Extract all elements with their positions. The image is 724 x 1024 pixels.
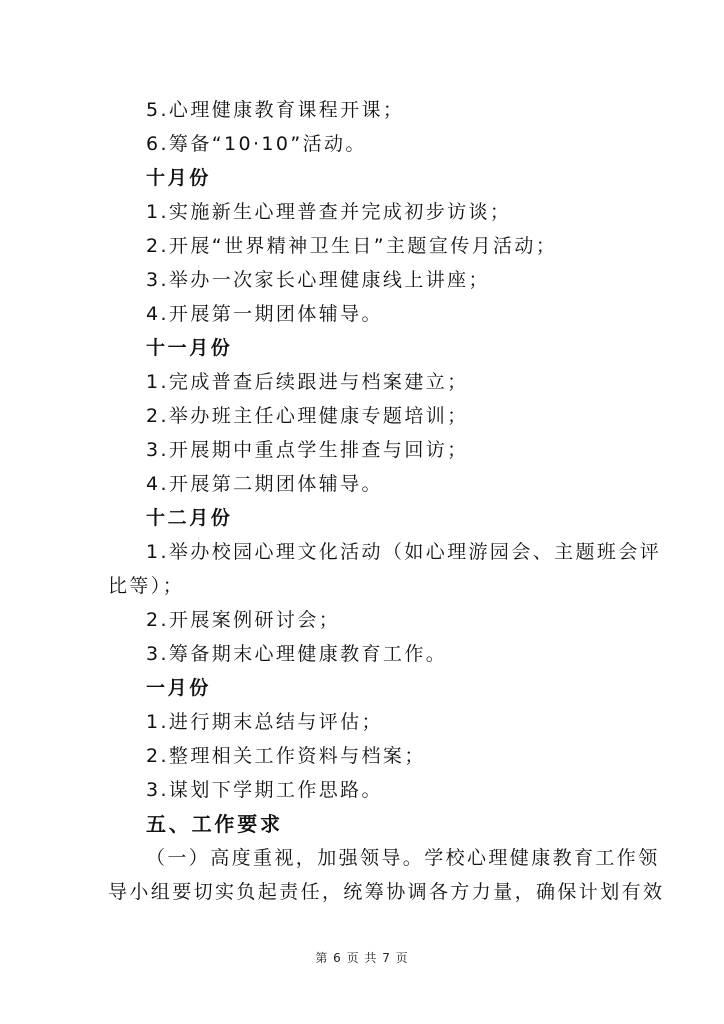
item-line: 1.完成普查后续跟进与档案建立；: [146, 371, 469, 393]
section-heading: 五、工作要求: [146, 812, 283, 836]
item-line: 3.开展期中重点学生排查与回访；: [146, 439, 469, 461]
month-heading: 十一月份: [146, 337, 233, 359]
item-line: 4.开展第一期团体辅导。: [146, 303, 383, 325]
item-line: 1.实施新生心理普查并完成初步访谈；: [146, 201, 512, 223]
item-line: 6.筹备“10·10”活动。: [146, 133, 367, 155]
item-line: 5.心理健康教育课程开课；: [146, 99, 405, 121]
item-line-continuation: 比等）；: [108, 575, 185, 597]
month-heading: 十二月份: [146, 507, 233, 529]
item-line: 4.开展第二期团体辅导。: [146, 473, 383, 495]
item-line: 2.开展“世界精神卫生日”主题宣传月活动；: [146, 235, 558, 257]
item-line: 2.开展案例研讨会；: [146, 609, 341, 631]
month-heading: 一月份: [146, 677, 211, 699]
item-line: 2.整理相关工作资料与档案；: [146, 745, 426, 767]
item-line: 3.谋划下学期工作思路。: [146, 779, 383, 801]
item-line: 2.举办班主任心理健康专题培训；: [146, 405, 469, 427]
month-heading: 十月份: [146, 167, 211, 189]
paragraph-line: （一）高度重视，加强领导。学校心理健康教育工作领: [146, 847, 660, 869]
item-line: 3.举办一次家长心理健康线上讲座；: [146, 269, 490, 291]
page-footer: 第 6 页 共 7 页: [315, 951, 409, 965]
item-line: 1.进行期末总结与评估；: [146, 711, 383, 733]
paragraph-line: 导小组要切实负起责任，统筹协调各方力量，确保计划有效: [108, 881, 665, 903]
item-line: 1.举办校园心理文化活动（如心理游园会、主题班会评: [146, 541, 662, 563]
item-line: 3.筹备期末心理健康教育工作。: [146, 643, 448, 665]
